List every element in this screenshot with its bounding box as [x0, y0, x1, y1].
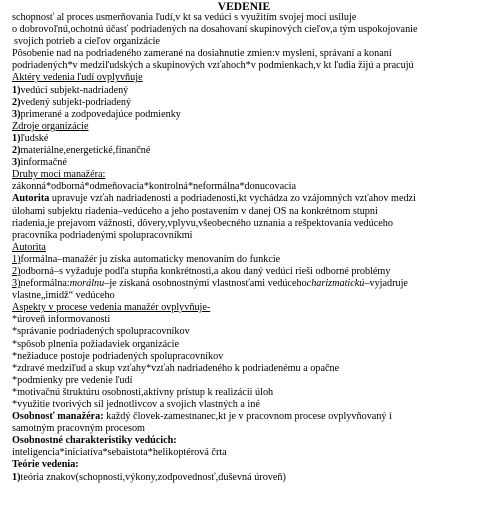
autorita-paragraph: Autorita upravuje vzťah nadriadenosti a podriadenosti,kt vychádza zo vzájomných vzťahov medzi: [12, 193, 416, 205]
list-item: 1)formálna–manažér ju získa automaticky menovaním do funkcie: [12, 253, 281, 265]
autorita-types-heading: Autorita: [12, 241, 46, 253]
charakteristiky-heading: Osobnostné charakteristiky vedúcich:: [12, 435, 177, 447]
list-item: *nežiaduce postoje podriadených spolupracovníkov: [12, 350, 224, 362]
list-item: 1)teória znakov(schopnosti,výkony,zodpovednosť,duševná úroveň): [12, 471, 286, 483]
aktery-heading: Aktéry vedenia ľudí ovplyvňuje: [12, 72, 143, 84]
list-item: 1)vedúci subjekt-nadriadený: [12, 84, 129, 96]
list-item: *využitie tvorivých síl jednotlivcov a svojich vlastných a iné: [12, 399, 260, 410]
list-item: 2)vedený subjekt-podriadený: [12, 96, 132, 108]
list-item: *správanie podriadených spolupracovníkov: [12, 326, 190, 338]
osobnost-line: samotným pracovným procesom: [12, 423, 145, 435]
aspekty-heading: Aspekty v procese vedenia manažér ovplyvňuje-: [12, 302, 211, 314]
intro-line: o dobrovoľnú,ochotnú účasť podriadených na dosahovaní skupinových cieľov,a tým uspokojovanie: [12, 24, 418, 36]
list-item: *motivačnú štruktúru osobnosti,aktívny prístup k realizácii úloh: [12, 386, 274, 398]
page-title: VEDENIE: [217, 1, 271, 13]
list-item: 1)ľudské: [12, 132, 49, 144]
osobnost-paragraph: Osobnosť manažéra: každý človek-zamestnanec,kt je v pracovnom procese ovplyvňovaný i: [12, 411, 392, 423]
list-item-continuation: vlastne„imidž“ vedúceho: [12, 290, 115, 302]
list-item: *úroveň informovanosti: [12, 314, 111, 326]
teorie-heading: Teórie vedenia:: [12, 459, 79, 471]
list-item: 3)neformálna:morálnu–je získaná osobnostnými vlastnosťami vedúcehocharizmatickú–vyjadruje: [12, 278, 408, 290]
zdroje-heading: Zdroje organizácie: [12, 120, 89, 132]
list-item: *spôsob plnenia požiadaviek organizácie: [12, 338, 179, 350]
intro-line: Pôsobenie nad na podriadeného zamerané na dosiahnutie zmien:v myslení, správaní a konaní: [12, 48, 392, 60]
druhy-heading: Druhy moci manažéra:: [12, 169, 106, 181]
autorita-line: úlohami subjektu riadenia–vedúceho a jeho postavením v danej OS na konkrétnom stupni: [12, 205, 378, 217]
list-item: *podmienky pre vedenie ľudí: [12, 374, 133, 386]
druhy-text: zákonná*odborná*odmeňovacia*kontrolná*neformálna*donucovacia: [12, 181, 297, 193]
intro-line: svojich potrieb a cieľov organizácie: [14, 36, 160, 48]
list-item: 3)primerané a zodpovedajúce podmienky: [12, 108, 181, 120]
intro-line: schopnosť al proces usmerňovania ľudí,v kt sa vedúci s využitím svojej moci usiluje: [12, 12, 357, 23]
document-body: [12, 12, 486, 484]
charakteristiky-text: inteligencia*iniciatíva*sebaistota*helikoptérová črta: [12, 447, 227, 459]
intro-line: podriadených*v medziľudských a skupinových vzťahoch*v podmienkach,v kt ľudia žijú a pracujú: [12, 60, 414, 72]
autorita-line: pracovníka podriadenými spolupracovníkmi: [12, 229, 193, 241]
list-item: 3)informačné: [12, 157, 67, 169]
list-item: 2)odborná–s vyžaduje podľa stupňa konkrétnosti,a akou daný vedúci rieši odborné problémy: [12, 265, 391, 277]
list-item: *zdravé medziľud a skup vzťahy*vzťah nadriadeného k podriadenému a opačne: [12, 362, 340, 374]
autorita-line: riadenia,je prejavom vážnosti, dôvery,vplyvu,všeobecného uznania a rešpektovania vedúceho: [12, 217, 393, 229]
list-item: 2)materiálne,energetické,finančné: [12, 145, 151, 157]
